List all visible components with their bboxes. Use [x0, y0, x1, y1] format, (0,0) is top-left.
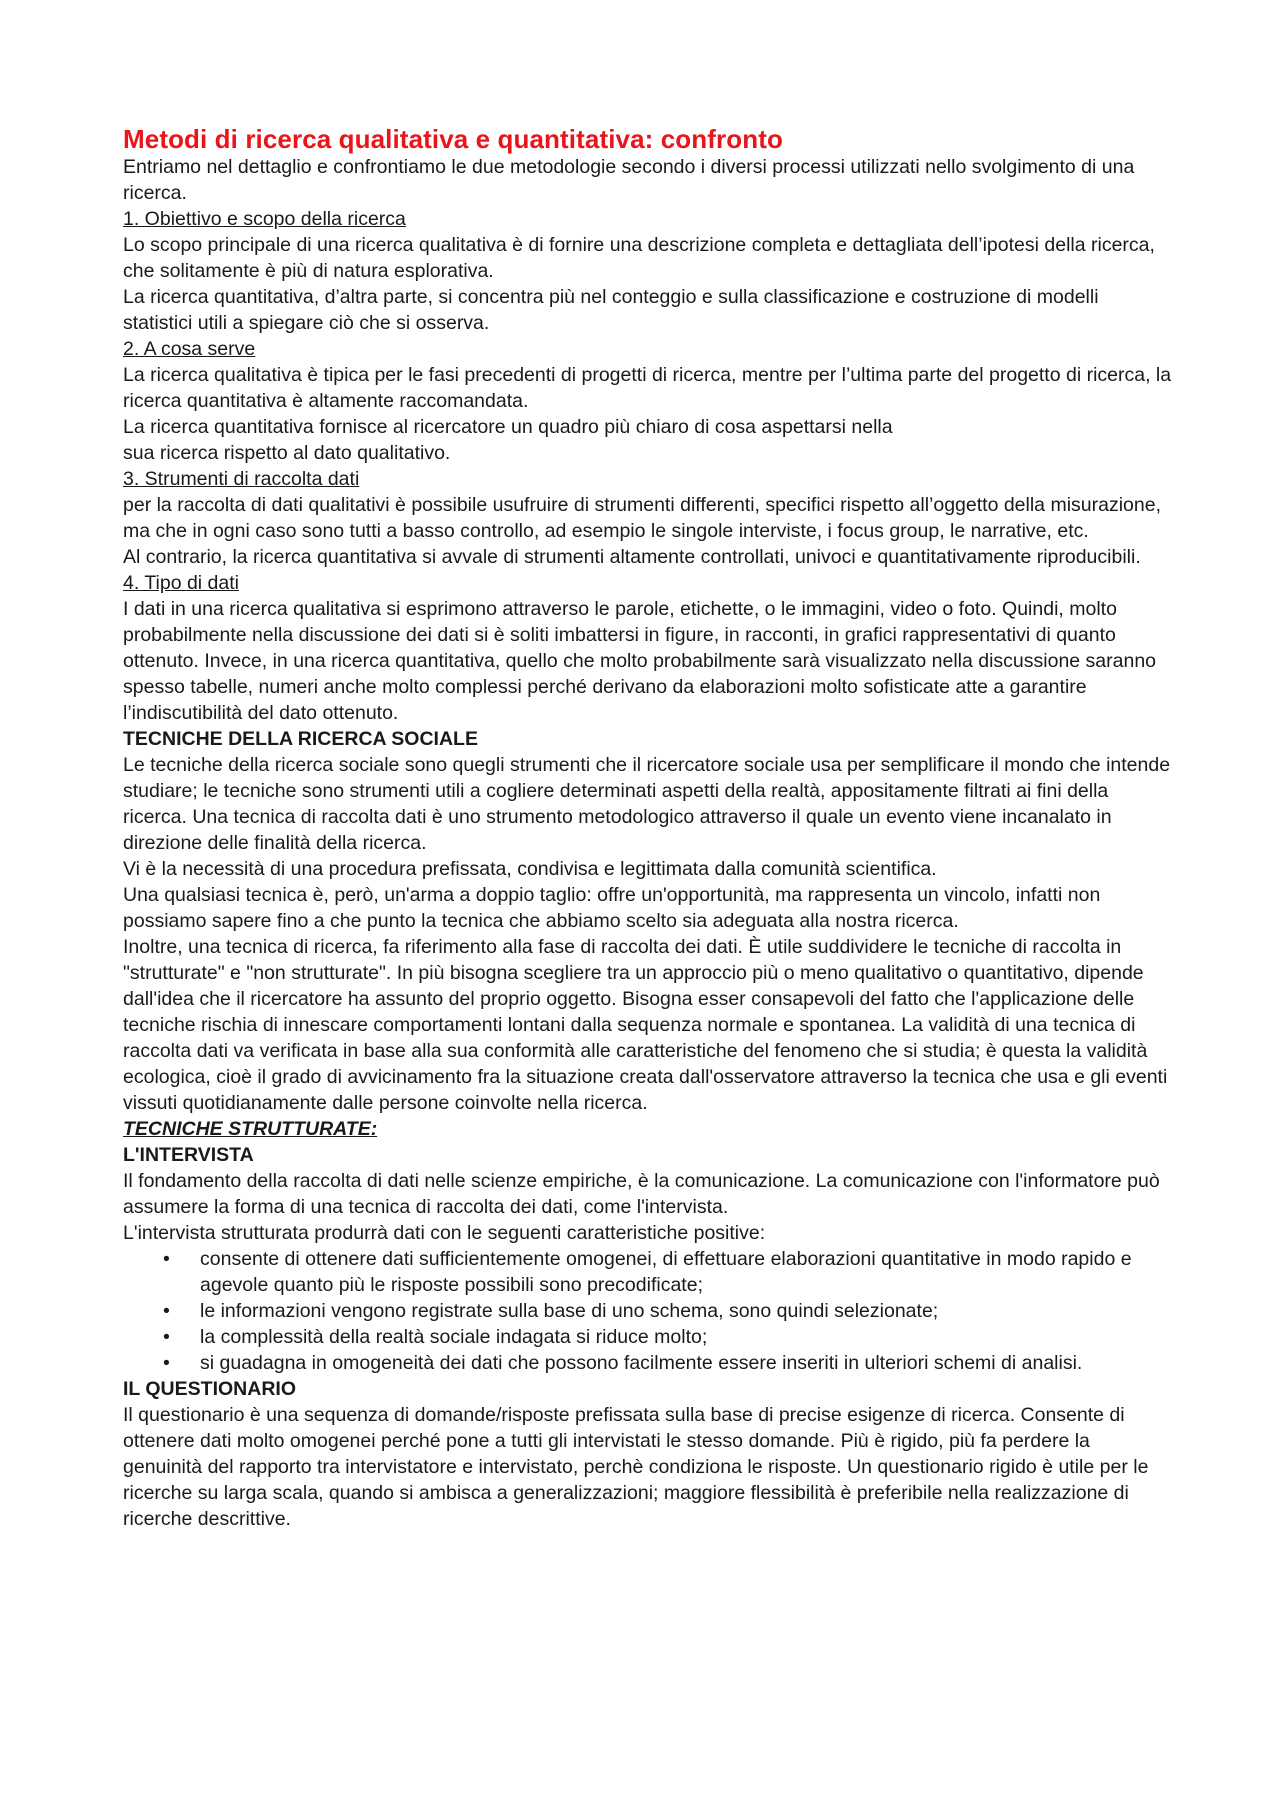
characteristics-list: [123, 1246, 1173, 1376]
section-paragraph: Al contrario, la ricerca quantitativa si avvale di strumenti altamente controllati, univoci e quantitativamente riproducibili.: [123, 546, 1141, 568]
heading-tecniche-strutturate: TECNICHE STRUTTURATE:: [123, 1118, 378, 1140]
intervista-paragraph: L'intervista strutturata produrrà dati con le seguenti caratteristiche positive:: [123, 1222, 766, 1244]
bullet-icon: •: [163, 1352, 170, 1374]
questionario-paragraph: Il questionario è una sequenza di domande/risposte prefissata sulla base di precise esigenze di ricerca. Consente di ottenere dati molto omogenei perché pone a tutti gli intervistati le stesso domande. Più è rigido, più fa perdere la genuinità del rapporto tra intervistatore e intervistato, perchè condiziona le risposte. Un questionario rigido è utile per le ricerche su larga scala, quando si ambisca a generalizzazioni; maggiore flessibilità è preferibile nella realizzazione di ricerche descrittive.: [123, 1404, 1149, 1530]
section-paragraph: La ricerca qualitativa è tipica per le fasi precedenti di progetti di ricerca, mentre per l’ultima parte del progetto di ricerca, la ricerca quantitativa è altamente raccomandata.: [123, 364, 1172, 412]
tecniche-paragraph: Le tecniche della ricerca sociale sono quegli strumenti che il ricercatore sociale usa per semplificare il mondo che intende studiare; le tecniche sono strumenti utili a cogliere determinati aspetti della realtà, appositamente filtrati ai fini della ricerca. Una tecnica di raccolta dati è uno strumento metodologico attraverso il quale un evento viene incanalato in direzione delle finalità della ricerca.: [123, 754, 1171, 854]
intervista-paragraph: Il fondamento della raccolta di dati nelle scienze empiriche, è la comunicazione. La comunicazione con l'informatore può assumere la forma di una tecnica di raccolta dei dati, come l'intervista.: [123, 1170, 1160, 1218]
section-heading-strumenti: 3. Strumenti di raccolta dati: [123, 468, 360, 490]
section-paragraph: per la raccolta di dati qualitativi è possibile usufruire di strumenti differenti, specifici rispetto all’oggetto della misurazione, ma che in ogni caso sono tutti a basso controllo, ad esempio le singole interviste, i focus group, le narrative, etc.: [123, 494, 1161, 542]
bullet-icon: •: [163, 1248, 170, 1270]
list-item: [123, 1298, 1173, 1324]
section-paragraph: I dati in una ricerca qualitativa si esprimono attraverso le parole, etichette, o le immagini, video o foto. Quindi, molto probabilmente nella discussione dei dati si è soliti imbattersi in figure, in racconti, in grafici rappresentativi di quanto ottenuto. Invece, in una ricerca quantitativa, quello che molto probabilmente sarà visualizzato nella discussione saranno spesso tabelle, numeri anche molto complessi perché derivano da elaborazioni molto sofisticate atte a garantire l’indiscutibilità del dato ottenuto.: [123, 598, 1157, 724]
tecniche-paragraph: Una qualsiasi tecnica è, però, un'arma a doppio taglio: offre un'opportunità, ma rappresenta un vincolo, infatti non possiamo sapere fino a che punto la tecnica che abbiamo scelto sia adeguata alla nostra ricerca.: [123, 884, 1101, 932]
section-heading-tipo-di-dati: 4. Tipo di dati: [123, 572, 239, 594]
section-paragraph: Lo scopo principale di una ricerca qualitativa è di fornire una descrizione completa e dettagliata dell’ipotesi della ricerca, che solitamente è più di natura esplorativa.: [123, 234, 1155, 282]
tecniche-paragraph: Inoltre, una tecnica di ricerca, fa riferimento alla fase di raccolta dei dati. È utile suddividere le tecniche di raccolta in "strutturate" e "non strutturate". In più bisogna scegliere tra un approccio più o meno qualitativo o quantitativo, dipende dall'idea che il ricercatore ha assunto del proprio oggetto. Bisogna esser consapevoli del fatto che l'applicazione delle tecniche rischia di innescare comportamenti lontani dalla sequenza normale e spontanea. La validità di una tecnica di raccolta dati va verificata in base alla sua conformità alle caratteristiche del fenomeno che si studia; è questa la validità ecologica, cioè il grado di avvicinamento fra la situazione creata dall'osservatore attraverso la tecnica che usa e gli eventi vissuti quotidianamente dalle persone coinvolte nella ricerca.: [123, 936, 1168, 1114]
list-item: [123, 1324, 1173, 1350]
bullet-icon: •: [163, 1300, 170, 1322]
section-paragraph: La ricerca quantitativa fornisce al ricercatore un quadro più chiaro di cosa aspettarsi nella: [123, 416, 893, 438]
section-heading-obiettivo: 1. Obiettivo e scopo della ricerca: [123, 208, 406, 230]
list-item: [123, 1350, 1173, 1376]
heading-questionario: IL QUESTIONARIO: [123, 1378, 296, 1400]
section-paragraph: sua ricerca rispetto al dato qualitativo.: [123, 442, 451, 464]
section-paragraph: La ricerca quantitativa, d’altra parte, si concentra più nel conteggio e sulla classificazione e costruzione di modelli statistici utili a spiegare ciò che si osserva.: [123, 286, 1099, 334]
list-item-text: consente di ottenere dati sufficientemente omogenei, di effettuare elaborazioni quantitative in modo rapido e agevole quanto più le risposte possibili sono precodificate;: [200, 1248, 1132, 1296]
heading-tecniche-ricerca-sociale: TECNICHE DELLA RICERCA SOCIALE: [123, 728, 478, 750]
list-item-text: le informazioni vengono registrate sulla base di uno schema, sono quindi selezionate;: [200, 1300, 939, 1322]
list-item-text: la complessità della realtà sociale indagata si riduce molto;: [200, 1326, 708, 1348]
section-heading-a-cosa-serve: 2. A cosa serve: [123, 338, 256, 360]
list-item: [123, 1246, 1173, 1298]
document-page: [123, 124, 1173, 1532]
intro-paragraph: Entriamo nel dettaglio e confrontiamo le due metodologie secondo i diversi processi utilizzati nello svolgimento di una ricerca.: [123, 156, 1135, 204]
tecniche-paragraph: Vi è la necessità di una procedura prefissata, condivisa e legittimata dalla comunità scientifica.: [123, 858, 937, 880]
heading-intervista: L'INTERVISTA: [123, 1144, 254, 1166]
list-item-text: si guadagna in omogeneità dei dati che possono facilmente essere inseriti in ulteriori schemi di analisi.: [200, 1352, 1083, 1374]
page-title: Metodi di ricerca qualitativa e quantitativa: confronto: [123, 124, 783, 154]
bullet-icon: •: [163, 1326, 170, 1348]
